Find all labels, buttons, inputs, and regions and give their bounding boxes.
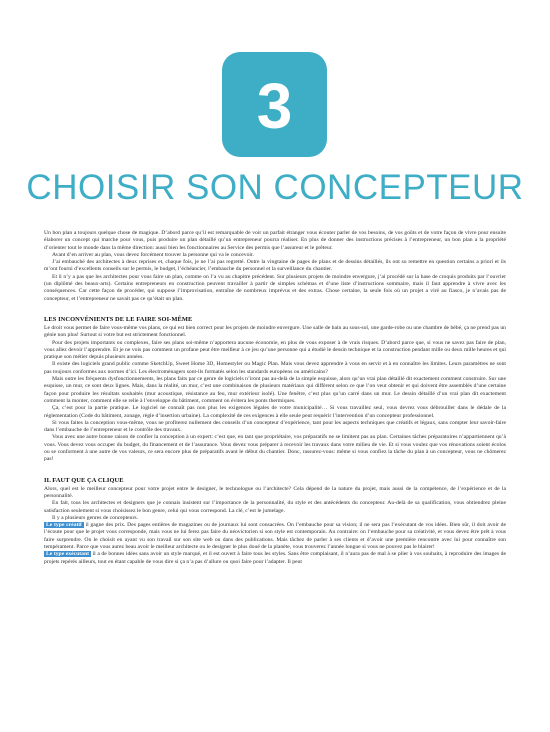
section-heading: IL FAUT QUE ÇA CLIQUE [44, 476, 124, 484]
type-description: il gagne des prix. Des pages entières de magazines ou de journaux lui sont consacrées. On l’embauche pour sa vision; il ne sera pas l’exécutant de vos idées. Bien sûr, il doit avoir de l’écoute pour que le projet vous corresponde, mais vous ne lui ferez pas faire du néovictorien si son style est contemporain. Au contraire: on l’embauche pour sa créativité, et vous devez être prêt à vous faire surprendre. On le choisit en ayant vu son travail sur son site web ou dans des publications. Mais tâchez de parler à ses clients et d’avoir une première rencontre avec lui pour connaître son tempérament. Parce que vous aurez beau avoir le meilleur architecte ou le designer le plus doué de la planète, vous trouverez l’année longue si vous ne pouvez pas le blairer! [44, 522, 506, 550]
type-description: il a de bonnes idées sans avoir un style marqué, et il est ouvert à faire tous les styles. Sans être complaisant, il n’aura pas de mal à se plier à vos souhaits, à reproduire des images de projets repérés ailleurs, tout en étant capable de vous dire si ça n’a pas d’allure ou quoi faire pour l’adapter. Il peut [44, 551, 506, 565]
paragraph: En fait, tous les architectes et designers que je connais insistent sur l’importance de la personnalité, du style et des antécédents du concepteur. Au-delà de sa qualification, vous obtiendrez pleine satisfaction seulement si vous choisissez le bon genre, celui qui vous correspond. La clé, c’est le jumelage. [44, 500, 506, 514]
body-text [44, 230, 506, 566]
chapter-number: 3 [256, 70, 293, 142]
section-heading: LES INCONVÉNIENTS DE LE FAIRE SOI-MÊME [44, 315, 193, 323]
paragraph: Alors, quel est le meilleur concepteur pour votre projet entre le designer, le technologue ou l’architecte? Cela dépend de la nature du projet, mais aussi de la compétence, de l’expérience et de la personnalité. [44, 485, 506, 499]
paragraph: Un bon plan a toujours quelque chose de magique. D’abord parce qu’il est remarquable de voir un parfait étranger vous écouter parler de vos besoins, de vos goûts et de votre façon de vivre pour ensuite élaborer un concept qui marche pour vous, puis produire un plan détaillé qu’un entrepreneur pourra réaliser. En plus de donner des instructions précises à l’entrepreneur, un bon plan a la propriété d’orienter tout le monde dans la même direction: aussi bien les fonctionnaires au Service des permis que l’assureur et le prêteur. [44, 230, 506, 251]
type-tag: Le type exécutant [46, 551, 89, 558]
paragraph: Si vous faites la conception vous-même, vous ne profiterez nullement des conseils d’un concepteur d’expérience, tant pour les aspects techniques que créatifs et légaux, sans compter leur savoir-faire dans l’embauche de l’entrepreneur et le contrôle des travaux. [44, 419, 506, 434]
type-tag: Le type créatif [46, 522, 82, 529]
type-paragraph [44, 551, 506, 566]
paragraph: Ça, c’est pour la partie pratique. Le logiciel ne connaît pas non plus les exigences légales de votre municipalité… Si vous travaillez seul, vous devrez vous débrouiller dans le dédale de la réglementation (Code du bâtiment, zonage, règle d’insertion urbaine). La complexité de ces exigences à elle seule peut requérir l’intervention d’un concepteur professionnel. [44, 405, 506, 419]
paragraph: Et il n’y a pas que les architectes pour vous faire un plan, comme on l’a vu au chapitre précédent. Sur plusieurs projets de moindre envergure, j’ai procédé sur la base de croquis produits par l’ouvrier (un diplômé des beaux-arts). Certains entrepreneurs en construction peuvent travailler à partir de simples schémas et d’une liste d’instructions sommaire, mais il faut apprendre à vivre avec les conséquences. Car cette façon de procéder, qui suppose l’improvisation, entraîne de nombreux imprévus et des extras. Chose certaine, la seule fois où un projet a viré au fiasco, je n’avais pas de concepteur, et l’entrepreneur ne savait pas ce qu’était un plan. [44, 273, 506, 302]
paragraph: Il y a plusieurs genres de concepteurs. [52, 514, 138, 521]
chapter-title: CHOISIR SON CONCEPTEUR [26, 168, 524, 207]
paragraph: Pour des projets importants ou complexes, faire ses plans soi-même n’apportera aucune économie, en plus de vous exposer à de vrais risques. D’abord parce que, si vous ne savez pas faire de plan, vous allez devoir l’apprendre. Et je ne vois pas comment un profane peut être meilleur à ce jeu qu’une personne qui a étudié le dessin technique et la construction pendant mille ou deux mille heures et qui pratique son métier depuis plusieurs années. [44, 339, 506, 361]
chapter-badge-shape [222, 52, 327, 157]
paragraph: Il existe des logiciels grand public comme SketchUp, Sweet Home 3D, Homestyler ou Magic Plan. Mais vous devez apprendre à vous en servir et à en connaître les limites. Leurs paramètres ne sont pas toujours conformes aux normes d’ici. Les électroménagers sont-ils formatés selon les standards européens ou américains? [44, 361, 506, 375]
paragraph: Avant d’en arriver au plan, vous devez forcément trouver la personne qui va le concevoir. [52, 251, 254, 258]
paragraph: Mais outre les fréquents dysfonctionnements, les plans faits par ce genre de logiciels n’iront pas au-delà de la simple esquisse, alors qu’un vrai plan détaillé dit exactement comment construire. Sur une esquisse, un mur, ce sont deux lignes. Mais, dans la réalité, un mur, c’est une combinaison de plusieurs matériaux qui diffèrent selon ce que l’on veut obtenir et qui doivent être assemblés d’une certaine façon pour produire les résultats souhaités (mur acoustique, résistance au feu, mur extérieur isolé). Une fenêtre, c’est plus qu’un carré dans un mur. Le dessin détaillé d’un vrai plan dit exactement comment la monter, comment elle se relie à l’enveloppe du bâtiment, comment on évitera les ponts thermiques. [44, 376, 506, 404]
paragraph: Le droit vous permet de faire vous-même vos plans, ce qui est bien correct pour les projets de moindre envergure. Une salle de bain au sous-sol, une garde-robe ou une chambre de bébé, ça ne prend pas un génie non plus! Surtout si votre but est strictement fonctionnel. [44, 324, 506, 339]
chapter-number-badge [222, 52, 327, 157]
paragraph: Vous avez une autre bonne raison de confier la conception à un expert: c’est que, en tant que propriétaire, vos préparatifs ne se limitent pas au plan. Certaines tâches préparatoires n’appartiennent qu’à vous. Vous devez vous occuper du budget, du financement et de l’assurance. Vous devez vous préparer à recevoir les travaux dans votre milieu de vie. Et si vous voulez que vos rénovations soient écolos ou se conforment à une autre de vos valeurs, ce sera encore plus de préparatifs avant le début du chantier. Donc, rassurez-vous: même si vous confiez la tâche du plan à un concepteur, vous ne chômerez pas! [44, 434, 506, 463]
paragraph: J’ai embauché des architectes à deux reprises et, chaque fois, je ne l’ai pas regretté. Outre la vingtaine de pages de plans et de dessins détaillés, ils ont su remettre en question certains a priori et ils m’ont fourni d’excellents conseils sur le permis, le budget, l’échéancier, l’embauche du personnel et la surveillance du chantier. [44, 259, 506, 273]
type-paragraph [44, 522, 506, 551]
